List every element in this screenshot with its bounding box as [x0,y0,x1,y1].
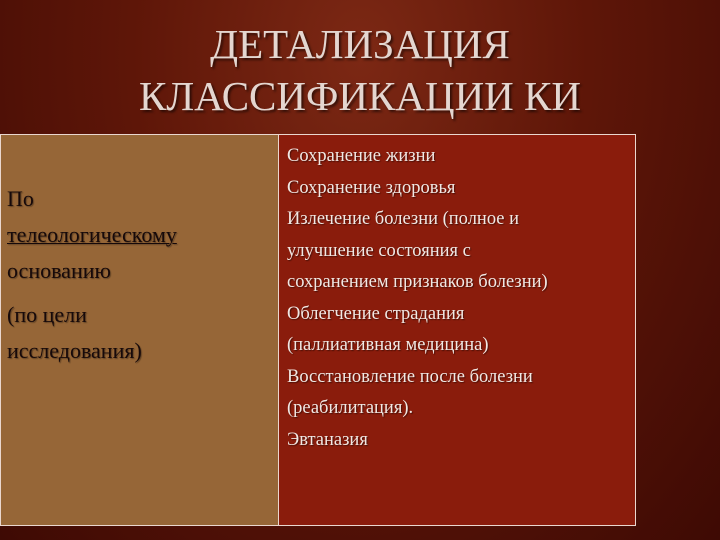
goal-line: (реабилитация). [287,398,414,418]
goal-line: Эвтаназия [287,429,368,450]
goal-line: сохранением признаков болезни) [287,272,548,292]
criterion-line: основанию [7,258,111,283]
classification-table [0,134,636,526]
criterion-line: телеологическому [7,222,177,247]
criterion-line: исследования) [7,338,142,363]
slide-title [0,18,720,122]
goal-line: улучшение состояния с [287,240,471,261]
goal-line: (паллиативная медицина) [287,335,489,355]
criterion-line: (по цели [7,302,87,327]
slide-title-line-2: КЛАССИФИКАЦИИ КИ [138,73,581,119]
criterion-line: По [7,186,34,211]
goal-line: Сохранение здоровья [287,177,456,198]
goal-line: Облегчение страдания [287,303,465,324]
goal-line: Излечение болезни (полное и [287,209,520,229]
goals-cell [279,135,635,525]
goal-line: Восстановление после болезни [287,366,533,387]
goal-line: Сохранение жизни [287,146,436,166]
slide-title-line-1: ДЕТАЛИЗАЦИЯ [210,21,510,67]
criterion-cell [1,135,279,525]
